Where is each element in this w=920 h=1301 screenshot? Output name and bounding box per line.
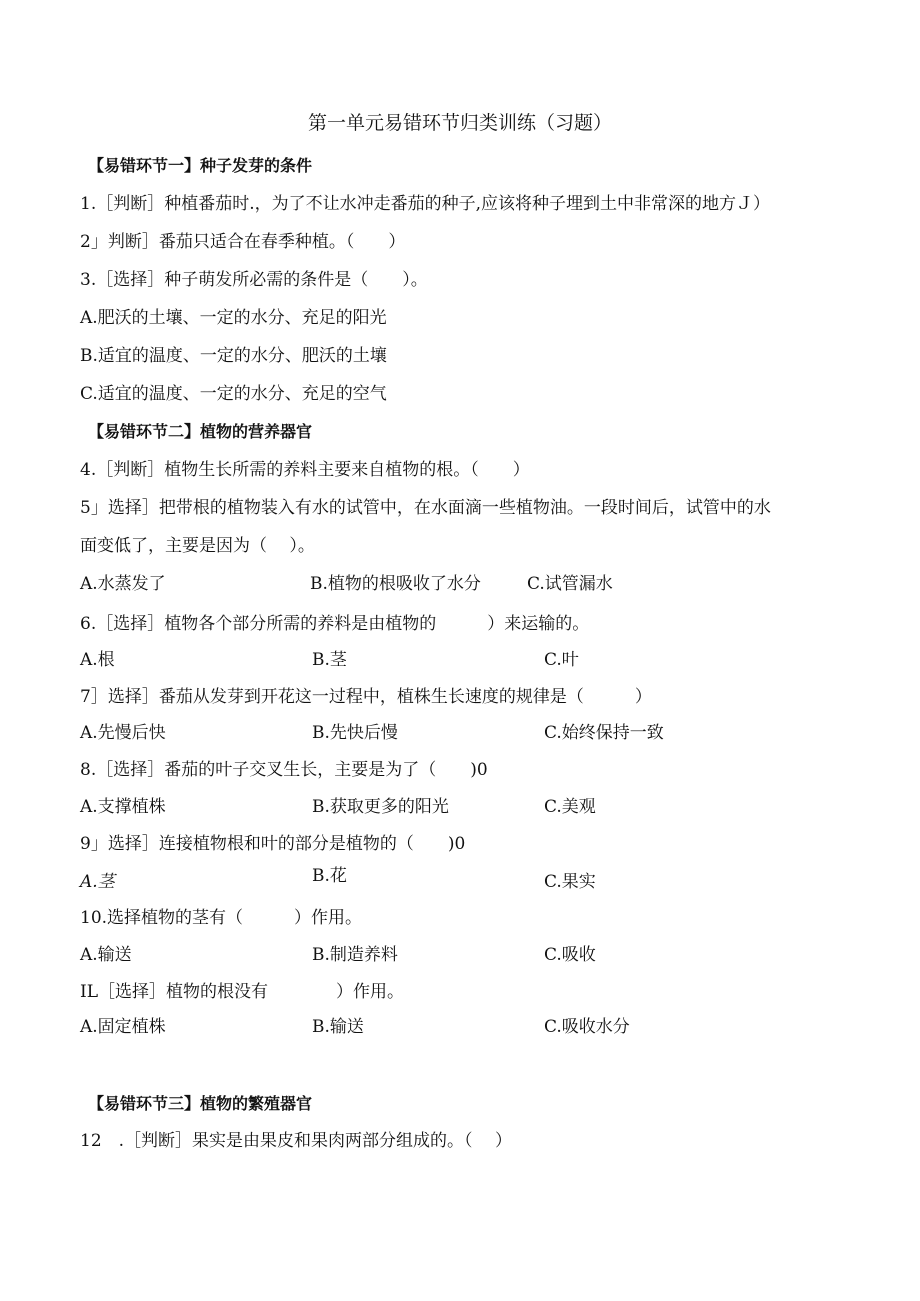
- question-7-option-b: B.先快后慢: [312, 723, 398, 743]
- question-7: 7］选择］番茄从发芽到开花这一过程中，植株生长速度的规律是（ ）: [80, 687, 652, 707]
- page-title: 第一单元易错环节归类训练（习题）: [307, 112, 612, 134]
- question-7-option-a: A.先慢后快: [80, 723, 166, 743]
- question-10-option-a: A.输送: [80, 945, 132, 965]
- question-9-option-b: B.花: [312, 866, 347, 886]
- section-heading-3: 【易错环节三】植物的繁殖器官: [88, 1094, 313, 1113]
- question-8-option-a: A.支撑植株: [80, 797, 166, 817]
- question-5-line-2: 面变低了，主要是因为（ ）。: [80, 536, 315, 556]
- question-8-option-b: B.获取更多的阳光: [312, 797, 449, 817]
- question-6-option-c: C.叶: [544, 650, 579, 670]
- question-8: 8.［选择］番茄的叶子交叉生长，主要是为了（ )0: [80, 760, 488, 780]
- question-10-option-b: B.制造养料: [312, 945, 398, 965]
- question-5-option-c: C.试管漏水: [527, 574, 613, 594]
- question-11-option-a: A.固定植株: [80, 1017, 166, 1037]
- question-6-option-a: A.根: [80, 650, 115, 670]
- section-heading-1: 【易错环节一】种子发芽的条件: [88, 156, 313, 175]
- question-3-option-b: B.适宜的温度、一定的水分、肥沃的土壤: [80, 346, 387, 366]
- question-7-option-c: C.始终保持一致: [544, 723, 664, 743]
- question-3-option-a: A.肥沃的土壤、一定的水分、充足的阳光: [80, 308, 387, 328]
- question-9: 9」选择］连接植物根和叶的部分是植物的（ )0: [80, 834, 466, 854]
- question-8-option-c: C.美观: [544, 797, 596, 817]
- question-12: 12 .［判断］果实是由果皮和果肉两部分组成的。（ ）: [80, 1131, 512, 1151]
- question-3: 3.［选择］种子萌发所必需的条件是（ ）。: [80, 270, 428, 290]
- question-6-option-b: B.茎: [312, 650, 347, 670]
- question-1: 1.［判断］种植番茄时.，为了不让水冲走番茄的种子,应该将种子埋到土中非常深的地方Ｊ）: [80, 194, 771, 214]
- question-5-option-b: B.植物的根吸收了水分: [310, 574, 481, 594]
- question-2: 2」判断］番茄只适合在春季种植。（ ）: [80, 232, 406, 252]
- question-9-option-a: A.茎: [80, 872, 115, 892]
- question-10: 10.选择植物的茎有（ ）作用。: [80, 908, 363, 928]
- question-10-option-c: C.吸收: [544, 945, 596, 965]
- question-6: 6.［选择］植物各个部分所需的养料是由植物的 ）来运输的。: [80, 614, 590, 634]
- question-11-option-b: B.输送: [312, 1017, 364, 1037]
- question-5-option-a: A.水蒸发了: [80, 574, 166, 594]
- question-11-option-c: C.吸收水分: [544, 1017, 630, 1037]
- question-5-line-1: 5」选择］把带根的植物装入有水的试管中，在水面滴一些植物油。一段时间后，试管中的水: [80, 498, 771, 518]
- question-3-option-c: C.适宜的温度、一定的水分、充足的空气: [80, 384, 387, 404]
- section-heading-2: 【易错环节二】植物的营养器官: [88, 422, 313, 441]
- question-4: 4.［判断］植物生长所需的养料主要来自植物的根。（ ）: [80, 460, 530, 480]
- question-11: IL［选择］植物的根没有 ）作用。: [80, 982, 405, 1002]
- question-9-option-c: C.果实: [544, 872, 596, 892]
